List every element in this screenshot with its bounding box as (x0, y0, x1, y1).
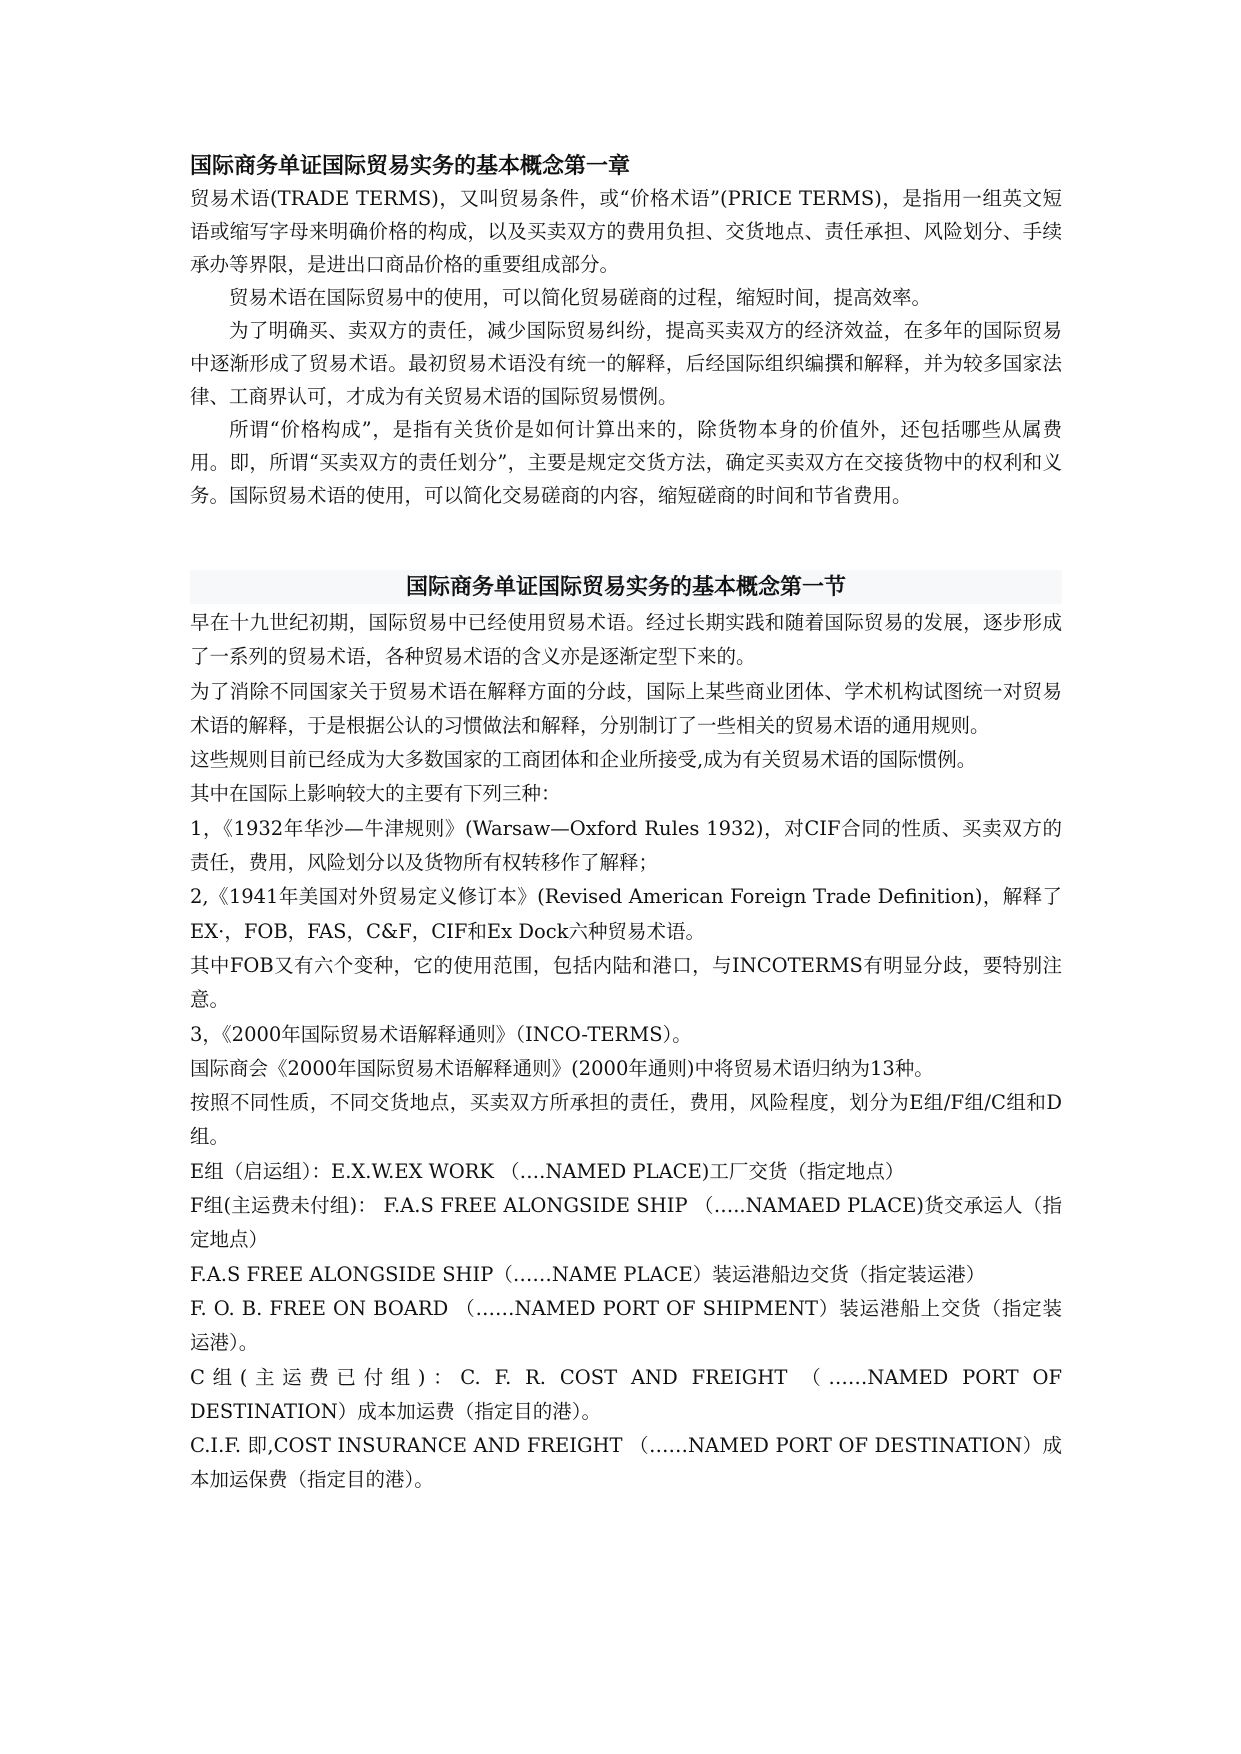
term-group-line: F组(主运费未付组)： F.A.S FREE ALONGSIDE SHIP （…..NAMAED PLACE)货交承运人（指定地点） (190, 1194, 1062, 1252)
section-paragraph: 国际商会《2000年国际贸易术语解释通则》(2000年通则)中将贸易术语归纳为13种。 (190, 1056, 934, 1080)
rule-item: 3，《2000年国际贸易术语解释通则》（INCO-TERMS）。 (190, 1022, 692, 1046)
section-spacer (190, 512, 1062, 570)
section-paragraph: 为了消除不同国家关于贸易术语在解释方面的分歧，国际上某些商业团体、学术机构试图统一对贸易术语的解释，于是根据公认的习惯做法和解释，分别制订了一些相关的贸易术语的通用规则。 (190, 679, 1062, 737)
section-paragraph: 按照不同性质，不同交货地点，买卖双方所承担的责任，费用，风险程度，划分为E组/F组/C组和D组。 (190, 1091, 1062, 1149)
section-block (190, 570, 1062, 1498)
term-group-line: C组(主运费已付组)：C. F. R. COST AND FREIGHT （……NAMED PORT OF DESTINATION）成本加运费（指定目的港）。 (190, 1365, 1062, 1423)
chapter-title: 国际商务单证国际贸易实务的基本概念第一章 (190, 153, 631, 179)
section-title: 国际商务单证国际贸易实务的基本概念第一节 (190, 570, 1062, 604)
section-paragraph: 这些规则目前已经成为大多数国家的工商团体和企业所接受,成为有关贸易术语的国际惯例。 (190, 748, 977, 772)
chapter-paragraph: 为了明确买、卖双方的责任，减少国际贸易纠纷，提高买卖双方的经济效益，在多年的国际贸易中逐渐形成了贸易术语。最初贸易术语没有统一的解释，后经国际组织编撰和解释，并为较多国家法律、工商界认可，才成为有关贸易术语的国际贸易惯例。 (190, 319, 1062, 408)
section-paragraph: 早在十九世纪初期，国际贸易中已经使用贸易术语。经过长期实践和随着国际贸易的发展，逐步形成了一系列的贸易术语，各种贸易术语的含义亦是逐渐定型下来的。 (190, 611, 1062, 669)
rule-item: 1，《1932年华沙—牛津规则》(Warsaw—Oxford Rules 1932)，对CIF合同的性质、买卖双方的责任，费用，风险划分以及货物所有权转移作了解释； (190, 816, 1062, 875)
document-page (190, 150, 1062, 1498)
term-line: C.I.F. 即,COST INSURANCE AND FREIGHT （……NAMED PORT OF DESTINATION）成本加运保费（指定目的港）。 (190, 1434, 1062, 1492)
term-group-line: E组（启运组）：E.X.W.EX WORK （….NAMED PLACE)工厂交货（指定地点） (190, 1159, 905, 1183)
chapter-paragraph: 所谓“价格构成”，是指有关货价是如何计算出来的，除货物本身的价值外，还包括哪些从属费用。即，所谓“买卖双方的责任划分”，主要是规定交货方法，确定买卖双方在交接货物中的权利和义务。国际贸易术语的使用，可以简化交易磋商的内容，缩短磋商的时间和节省费用。 (190, 418, 1062, 507)
chapter-paragraph: 贸易术语在国际贸易中的使用，可以简化贸易磋商的过程，缩短时间，提高效率。 (229, 286, 932, 309)
term-line: F.A.S FREE ALONGSIDE SHIP（……NAME PLACE）装运港船边交货（指定装运港） (190, 1262, 986, 1286)
term-line: F. O. B. FREE ON BOARD （……NAMED PORT OF SHIPMENT）装运港船上交货（指定装运港）。 (190, 1296, 1062, 1355)
rule-item: 2,《1941年美国对外贸易定义修订本》(Revised American Foreign Trade Definition)，解释了EX·，FOB，FAS，C&F，CIF和Ex Dock六种贸易术语。 (190, 885, 1062, 943)
section-paragraph: 其中在国际上影响较大的主要有下列三种： (190, 782, 561, 806)
chapter-paragraph: 贸易术语(TRADE TERMS)，又叫贸易条件，或“价格术语”(PRICE TERMS)，是指用一组英文短语或缩写字母来明确价格的构成，以及买卖双方的费用负担、交货地点、责任承担、风险划分、手续承办等界限，是进出口商品价格的重要组成部分。 (190, 187, 1062, 276)
section-paragraph: 其中FOB又有六个变种，它的使用范围，包括内陆和港口，与INCOTERMS有明显分歧，要特别注意。 (190, 953, 1062, 1012)
